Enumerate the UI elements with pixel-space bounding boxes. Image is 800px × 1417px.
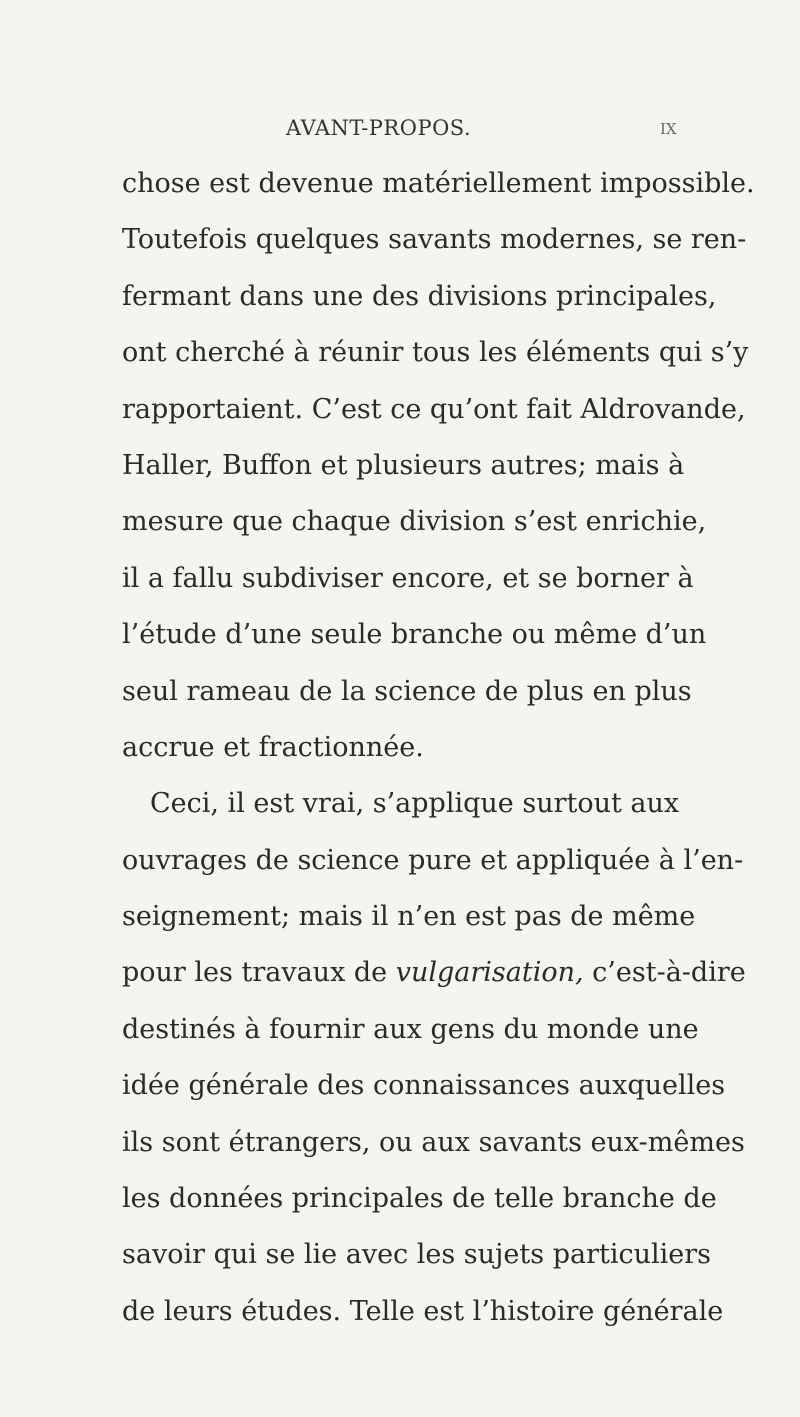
text-line: de leurs études. Telle est l’histoire générale [122, 1295, 724, 1327]
text-line: seul rameau de la science de plus en plus [122, 675, 692, 707]
text-line: accrue et fractionnée. [122, 731, 424, 763]
text-line: il a fallu subdiviser encore, et se borner à [122, 562, 694, 594]
text-line: savoir qui se lie avec les sujets particuliers [122, 1239, 711, 1271]
text-line: destinés à fournir aux gens du monde une [122, 1013, 699, 1045]
running-title: AVANT-PROPOS. [286, 116, 472, 140]
text-line: mesure que chaque division s’est enrichie, [122, 506, 707, 538]
text-line: Haller, Buffon et plusieurs autres; mais à [122, 449, 685, 481]
emphasized-word: vulgarisation, [395, 957, 584, 989]
text-line: rapportaient. C’est ce qu’ont fait Aldrovande, [122, 393, 746, 425]
text-line: Toutefois quelques savants modernes, se ren- [122, 224, 747, 256]
text-line: idée générale des connaissances auxquelles [122, 1070, 726, 1102]
text-fragment: c’est-à-dire [583, 957, 746, 989]
text-line: seignement; mais il n’en est pas de même [122, 901, 696, 933]
text-line: chose est devenue matériellement impossible. [122, 168, 755, 199]
text-line: Ceci, il est vrai, s’applique surtout aux [150, 788, 680, 820]
body-text [122, 156, 755, 1340]
text-line: fermant dans une des divisions principales, [122, 280, 717, 312]
text-fragment: pour les travaux de [122, 957, 396, 989]
page-header [0, 116, 800, 146]
page-number: IX [660, 120, 677, 138]
text-line: ouvrages de science pure et appliquée à l’en- [122, 844, 744, 876]
text-line-with-emphasis [122, 945, 746, 1001]
text-line: l’étude d’une seule branche ou même d’un [122, 619, 707, 651]
text-line: ils sont étrangers, ou aux savants eux-mêmes [122, 1126, 745, 1158]
text-line: les données principales de telle branche de [122, 1183, 717, 1215]
text-line: ont cherché à réunir tous les éléments qui s’y [122, 337, 749, 369]
